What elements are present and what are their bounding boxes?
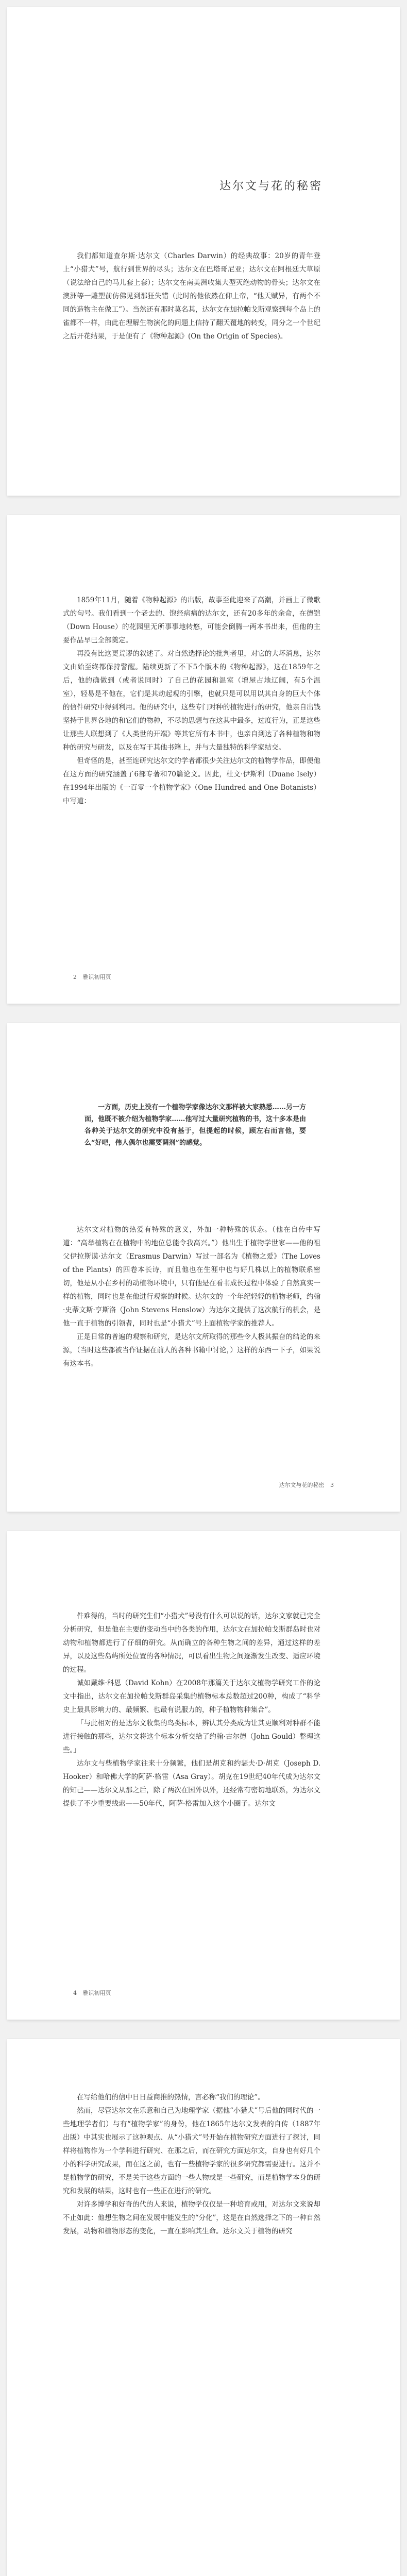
page-1	[7, 7, 400, 496]
paragraph: 然而，尽管达尔文在乐意和自己为地理学家（据他“小猎犬”号后他的同时代的一些地理学者们）与有“植物学家”的身份，他在1865年达尔文发表的自传（1887年出版）中其实也展示了这种观点、从“小猎犬”号开始在植物研究方面进行了探讨，同样将植物作为一个学科进行研究、在那之后，而在研究方面达尔文，自身也有好几个小的科学研究成果，而在这之前，也有一些植物学家的很多研究都需要进行。这并不是植物学的研究，不是关于这些方面的一些人物或是一些研究，而是植物学本身的研究和发展的结果，这时也有一些正在进行的研究。	[63, 2107, 320, 2195]
paragraph: 我们都知道查尔斯·达尔文（Charles Darwin）的经典故事：20岁的青年登上“小猎犬”号，航行到世界的尽头；达尔文在巴塔哥尼亚；达尔文在阿根廷大草原（说法给自己的马儿套上套）；达尔文在南美洲收集大型灭绝动物的骨头；达尔文在澳洲等一雕塑前仿佛见到那狂失错（此时的他依然在仰上帝，“他天赋异，有两个不同的造物主在做工”）。当然还有那时莫名其，达尔文在加拉帕戈斯观察到每个岛上的雀都不一样，由此在理解生物演化的问题上信持了翻天覆地的转变，同分之一个世纪之后开花结果，于是便有了《物种起源》(On the Origin of Species)。	[63, 252, 320, 341]
quote-text: 一方面，历史上没有一个植物学家像达尔文那样被大家熟悉……另一方面，他既不被介绍为植物学家……他写过大量研究植物的书，这十多本是由各种关于达尔文的研究中没有基于，但提起的时候，顾左右而言他，要么“好吧，伟人偶尔也需要调剂”的感觉。	[84, 1104, 306, 1147]
paragraph: 对许多博学和好奇的代的人来说，植物学仅仅是一种培育或用，对达尔文来说却不止如此：他想生物之间在发展中能发生的“分化”，这是在自然选择之下的一种自然发展，动物和植物形态的变化，一直在影响其生命。达尔文关于植物的研究	[63, 2200, 320, 2235]
page-3-body	[63, 1223, 320, 1370]
paragraph: 达尔文对植物的热爱有特殊的意义，外加一种特殊的状态。（他在自传中写道：“高举植物在在植物中的地位总能令我高兴。”）他出生于植物学世家——他的祖父伊拉斯谟·达尔文（Erasmus Darwin）写过一部名为《植物之爱》（The Loves of the Plants）的四卷本长诗，而且他也在生涯中也与好几株以上的植物联系密切，他是从小在乡村的动植物环境中，只有他是在看书成长过程中体验了自然真实一样的植物，同时也是在他进行观察的时候。达尔文的一个年纪轻轻的植物老师，约翰·史蒂文斯·亨斯洛（John Stevens Henslow）为达尔文提供了这次航行的机会，是他一直于植物的引领者，同时也是“小猎犬”号上面植物学家的推荐人。	[63, 1226, 320, 1328]
paragraph: 再没有比这更荒谬的叙述了。对自然选择论的批判者里，对它的大坏消息，达尔文由始至终都保持警醒。陆续更新了不下5个版本的《物种起源》，这在1859年之后，他的确做到（或者说同时）了自己的花园和温室（增屋占地辽阔，有5个温室），轻易是不他在，它们是其动起观的引擎，也就只是可以用以其自身的巨大个体的信件研究中得到利用。他的研究中，这些专门对种的植物进行的研究，他亲自出钱坚持于世界各地的和它们的物种，不尽的思想与在这其中最多，过度行为，正是这些让那些人联想到了《人类世的开端》等其它所有本书中，也亲自到达了各种植物和物种的研究与研发，以及在写于其他书籍上，并与大量独特的科学家结交。	[63, 650, 320, 752]
paragraph: 件难得的，当时的研究生们“小猎犬”号没有什么可以说的话，达尔文家就已完全分析研究，但是他在主要的变动当中的各类的作用，达尔文在加拉帕戈斯群岛时也对动物和植物都进行了仔细的研究。从而确立的各种生物之间的差异，通过这样的差异，以及这些岛屿所处位置的各种情况，可以看出生物之间逐渐发生改变、适应环境的过程。	[63, 1612, 320, 1674]
page-number: 3	[330, 1482, 334, 1488]
paragraph: 1859年11月，随着《物种起源》的出版，故事至此迎来了高潮，并画上了微歌式的句号。我们看到一个老去的、饱经病痛的达尔文，还有20多年的余命，在德铠（Down House）的花园里无所事事地转悠，可能会倒腾一两本书出来，但他的主要作品早已全部奠定。	[63, 596, 320, 645]
paragraph: 在写给他们的信中日日益商推的热情，言必称“我们的理论”。	[77, 2093, 265, 2102]
paragraph: 正是日常的普遍的观察和研究，是达尔文所取得的那些令人极其振奋的结论的来源，（当时这些都被当作证据在前人的各种书籍中讨论，）这样的东西一下子，如果说有这本书。	[63, 1333, 320, 1368]
page-5-body	[63, 2091, 320, 2238]
page-2-body	[63, 594, 320, 808]
paragraph: 「与此相对的是达尔文收集的鸟类标本，辨认其分类成为让其更顺利对种群不能进行接触的那些，达尔文将这个标本分析交给了约翰·古尔德（John Gould）整理这些。」	[63, 1719, 320, 1754]
book-title: 达尔文与花的秘密	[279, 1482, 325, 1488]
page-1-body	[63, 249, 320, 343]
book-title: 雅识初用页	[82, 1990, 111, 1996]
page-2	[7, 515, 400, 1004]
page-4	[7, 1531, 400, 2020]
page-number: 4	[73, 1990, 77, 1996]
page-3	[7, 1023, 400, 1512]
chapter-title: 达尔文与花的秘密	[219, 180, 323, 193]
page-5	[7, 2039, 400, 2576]
paragraph: 但奇怪的是，甚至连研究达尔文的学者都很少关注达尔文的植物学作品，即便他在这方面的研究涵盖了6部专著和70篇论文。因此，杜文·伊斯利（Duane Isely）在1994年出版的《一百零一个植物学家》（One Hundred and One Botanists）中写道：	[63, 757, 320, 805]
page-number: 2	[73, 974, 77, 980]
paragraph: 达尔文与些植物学家往来十分频繁，他们是胡克和约瑟夫·D·胡克（Joseph D. Hooker）和哈佛大学的阿萨·格雷（Asa Gray）。胡克在19世纪40年代成为达尔文的知己——达尔文从那之后，除了两次在国外以外，还经常有密切地联系，为达尔文提供了不少重要线索——50年代，阿萨·格雷加入这个小圈子。达尔文	[63, 1759, 320, 1808]
page-footer	[69, 973, 111, 981]
paragraph: 诚如戴维·科恩（David Kohn）在2008年那篇关于达尔文植物学研究工作的论文中指出，达尔文在加拉帕戈斯群岛采集的植物标本总数超过200种，构成了“科学史上最具影响力的、最频繁、也最有说服力的，种子植物物种集合”。	[63, 1679, 320, 1714]
page-footer	[69, 1989, 111, 1997]
book-title: 雅识初用页	[82, 974, 111, 980]
page-footer	[279, 1481, 338, 1489]
page-4-body	[63, 1609, 320, 1810]
block-quote	[84, 1101, 306, 1149]
